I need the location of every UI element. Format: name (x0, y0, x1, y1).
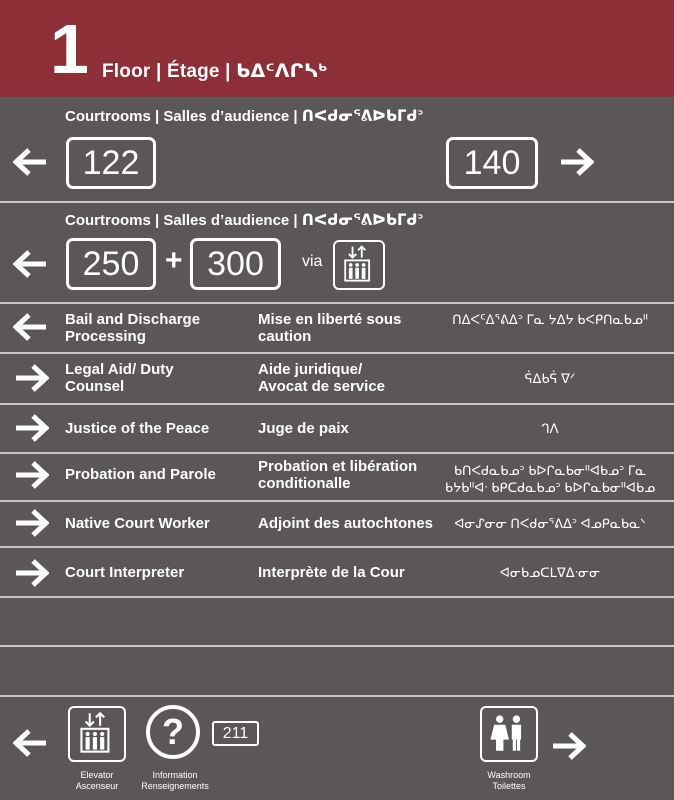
arrow-right-icon (13, 460, 49, 490)
floor-header (0, 0, 674, 97)
destination-iu: ᐊᓂᑲᓄᑕᒪᐁᐃᐧᓂᓂ (499, 565, 601, 580)
destination-iu: ᒉᐱ (541, 421, 559, 436)
destination-en: Court Interpreter (65, 564, 185, 581)
washroom-caption-en: Washroom (487, 770, 531, 780)
divider (0, 302, 674, 304)
elevator-icon (333, 240, 385, 290)
info-room-number: 211 (212, 721, 259, 746)
divider (0, 403, 674, 405)
destination-fr: Mise en liberté sous caution (258, 311, 402, 345)
destination-en: Bail and Discharge Processing (65, 311, 201, 345)
room-250: 250 (66, 238, 156, 290)
arrow-right-icon (558, 147, 594, 177)
arrow-right-icon (550, 731, 586, 761)
arrow-left-icon (13, 147, 49, 177)
destination-fr: Juge de paix (258, 420, 349, 437)
via-label: via (302, 253, 323, 270)
divider (0, 352, 674, 354)
elevator-icon (68, 706, 126, 762)
destination-iu: ᑎᐃᐸᑦᐃᕐᕕᐃᐣ ᒥᓇ ᔭᐃᔭ ᑲᐸᑭᑎᓇᑲᓄᐦ (452, 312, 648, 327)
washroom-icon (480, 706, 538, 762)
destination-fr: Interprète de la Cour (258, 564, 405, 581)
room-300: 300 (190, 238, 281, 290)
floor-number: 1 (50, 10, 89, 88)
destination-fr: Adjoint des autochtones (258, 515, 434, 532)
courtrooms-label-2: Courtrooms | Salles d’audience | ᑎᐸᑯᓂᕐᕕᐅᑲᒥᑯᐣ (65, 212, 424, 229)
destination-iu: ᐊᓂᔑᓂᓂ ᑎᐸᑯᓂᕐᕕᐃᐣ ᐊᓄᑭᓇᑲᓇᐠ (454, 516, 646, 531)
information-icon: ? (146, 705, 200, 759)
divider (0, 201, 674, 203)
destination-fr: Probation et libération conditionalle (258, 458, 418, 492)
destination-iu: ᕌᐃᑲᕌ ᐁᐟ (524, 371, 576, 386)
divider (0, 500, 674, 502)
elevator-caption-en: Elevator (80, 770, 114, 780)
arrow-left-icon (13, 249, 49, 279)
destination-en: Justice of the Peace (65, 420, 210, 437)
divider (0, 452, 674, 454)
destination-en: Legal Aid/ Duty Counsel (65, 361, 174, 395)
floor-label: Floor | Étage | ᑲᐃᑦᐱᒋᓴᒃ (102, 61, 328, 82)
plus-sign: + (165, 244, 183, 277)
destination-fr: Aide juridique/ Avocat de service (258, 361, 386, 395)
divider (0, 695, 674, 697)
elevator-caption (62, 770, 132, 792)
destination-en: Probation and Parole (65, 466, 216, 483)
information-caption (136, 770, 214, 792)
arrow-right-icon (13, 363, 49, 393)
arrow-left-icon (13, 312, 49, 342)
arrow-right-icon (13, 413, 49, 443)
arrow-right-icon (13, 558, 49, 588)
destination-iu: ᑲᑎᐸᑯᓇᑲᓄᐣ ᑲᐅᒋᓇᑲᓂᐦᐊᑲᓄᐣ ᒥᓇ ᑲᔭᑲᐦᐊᐧ ᑲᑭᑕᑯᓇᑲᓄᐣ ᑲᐅᒋᓇᑲᓂᐦᐊᑲᓄ (444, 463, 656, 495)
washroom-caption-fr: Toilettes (492, 781, 526, 791)
arrow-left-icon (13, 728, 49, 758)
destination-en: Native Court Worker (65, 515, 210, 532)
arrow-right-icon (13, 508, 49, 538)
courtrooms-label-1: Courtrooms | Salles d’audience | ᑎᐸᑯᓂᕐᕕᐅᑲᒥᑯᐣ (65, 108, 424, 125)
elevator-caption-fr: Ascenseur (75, 781, 119, 791)
room-122: 122 (66, 137, 156, 189)
divider (0, 596, 674, 598)
divider (0, 645, 674, 647)
room-140: 140 (446, 137, 538, 189)
information-caption-fr: Renseignements (141, 781, 209, 791)
divider (0, 546, 674, 548)
information-caption-en: Information (152, 770, 198, 780)
washroom-caption (474, 770, 544, 792)
